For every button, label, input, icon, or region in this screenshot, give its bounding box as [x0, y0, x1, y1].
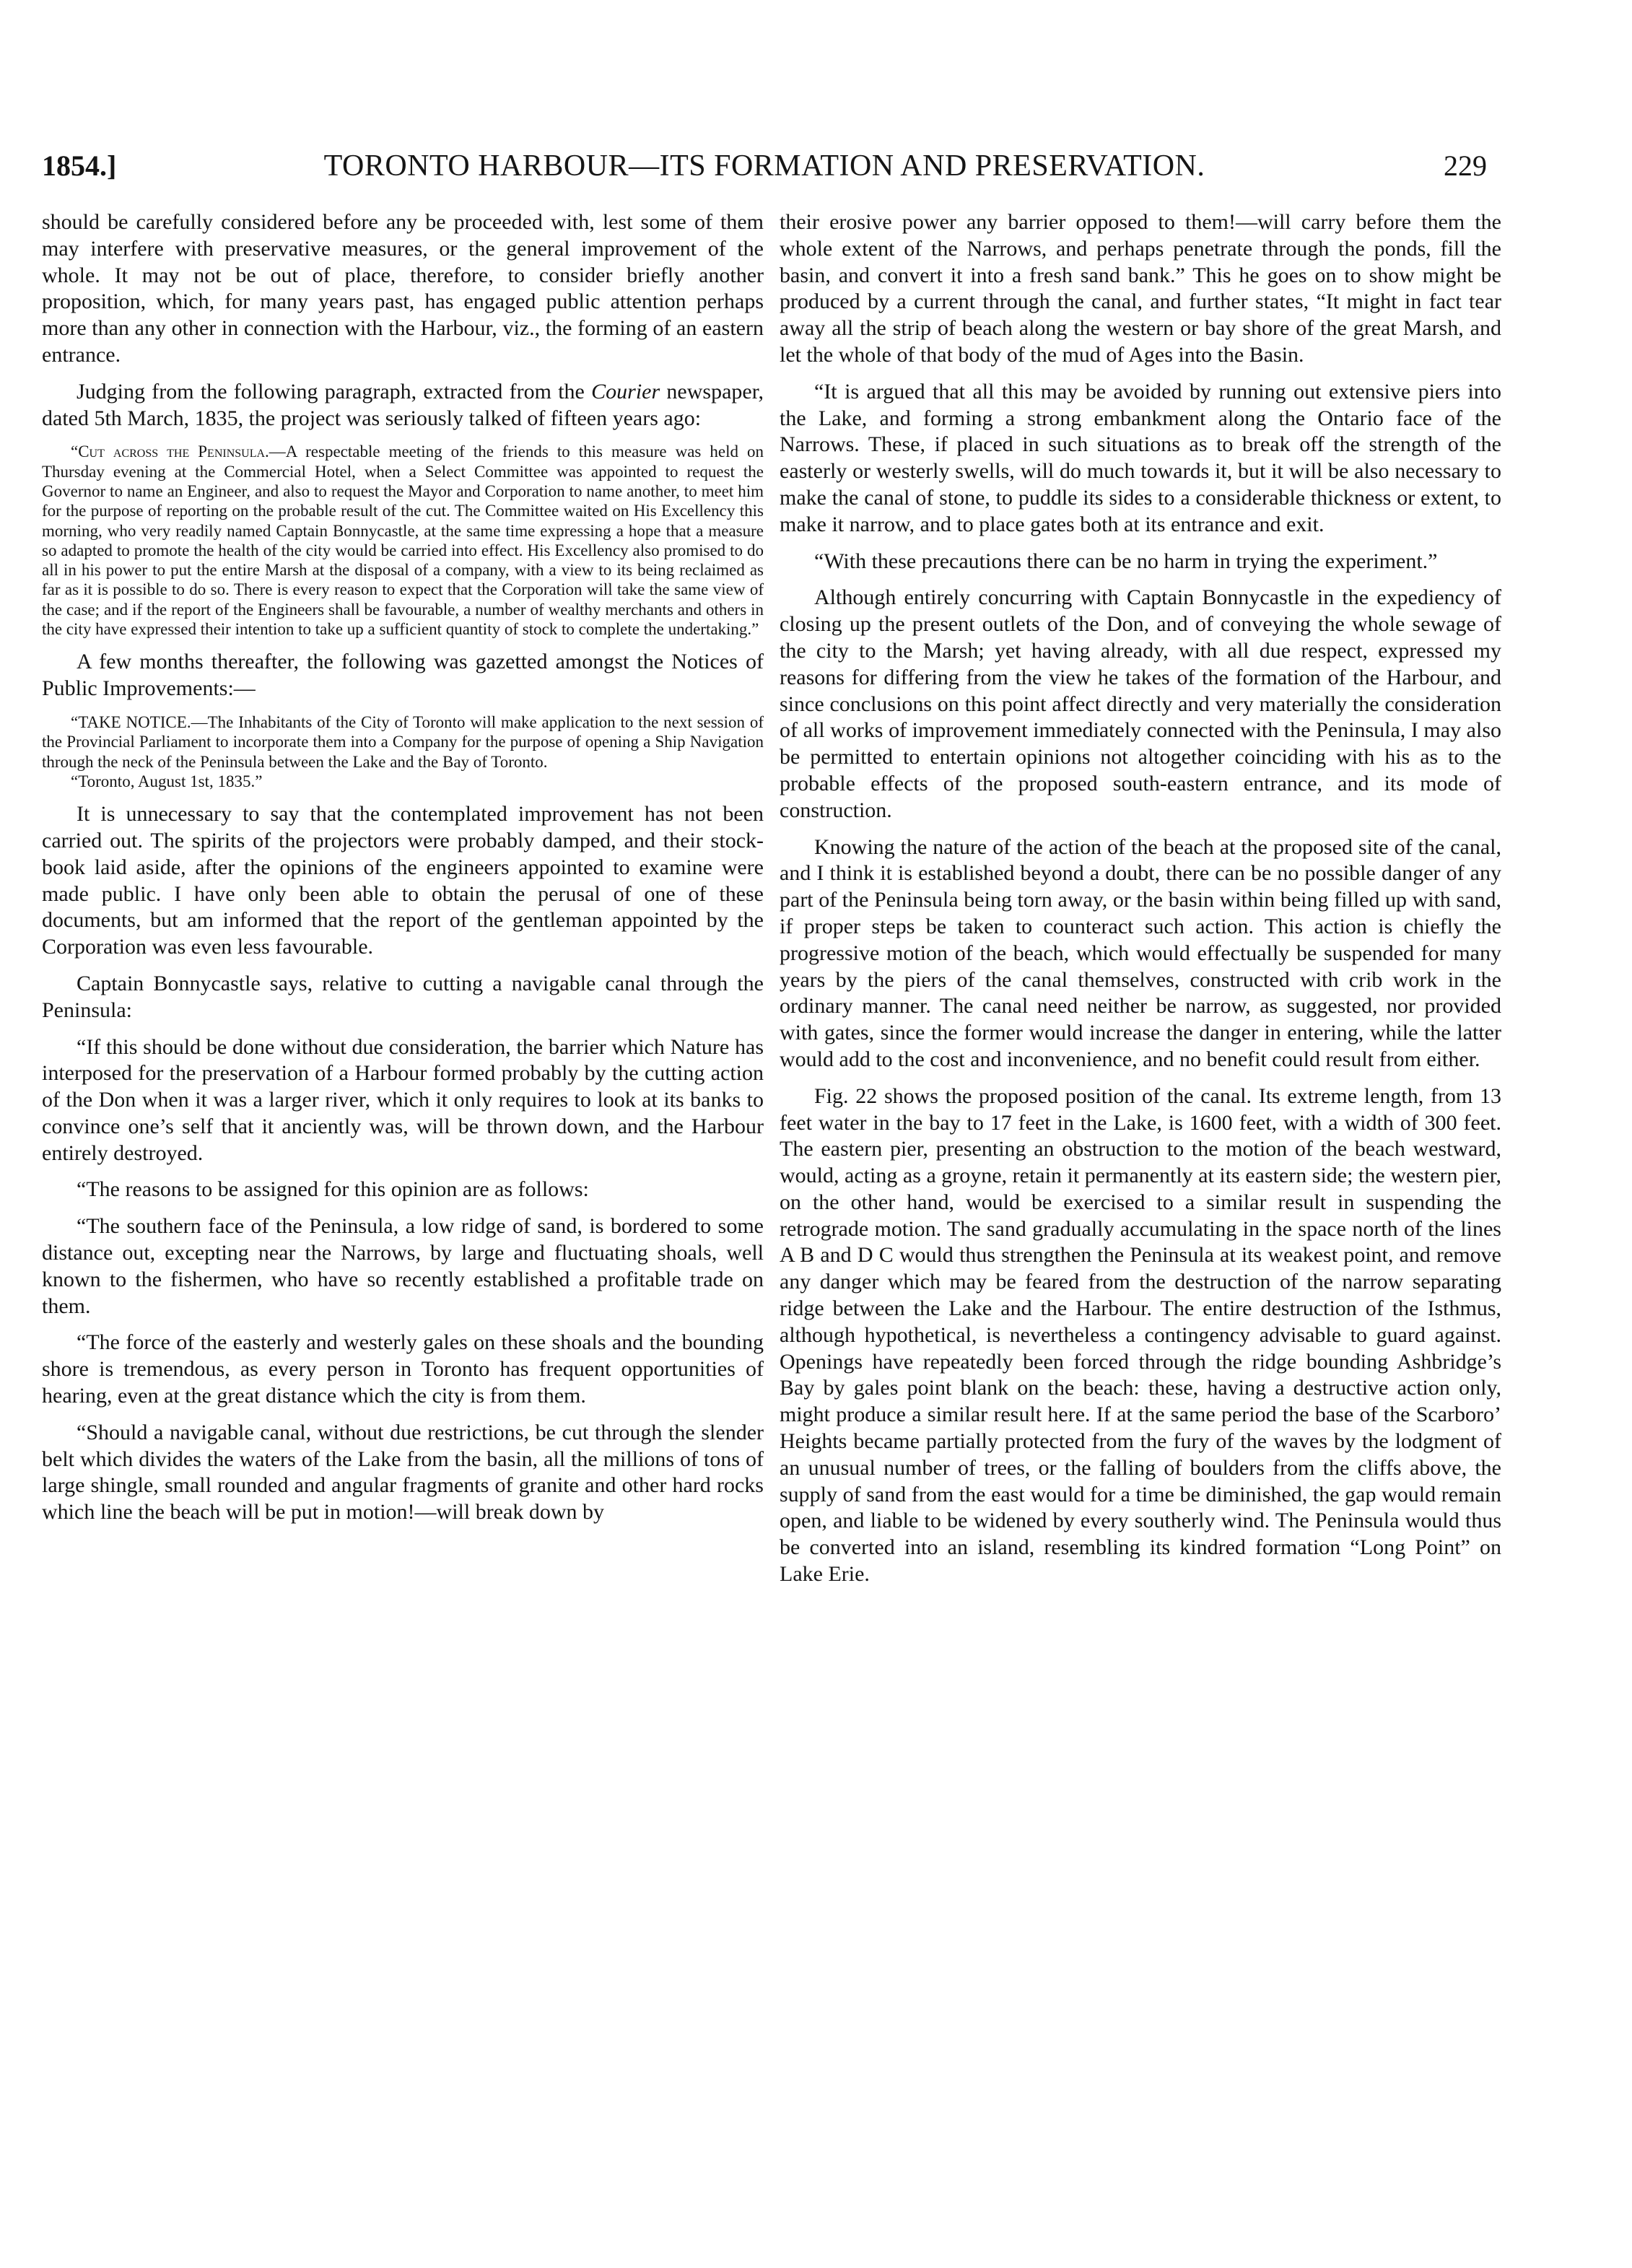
paragraph: “Should a navigable canal, without due restrictions, be cut through the slender belt which divides the waters of the Lake from the basin, all the millions of tons of large shingle, small rounded and angular fragments of granite and other hard rocks which line the beach will be put in motion!—will break down by	[42, 1420, 764, 1525]
left-column	[42, 209, 764, 1526]
paragraph: It is unnecessary to say that the contemplated improvement has not been carried out. The spirits of the projectors were probably damped, and their stock-book laid aside, after the opinions of the engineers appointed to examine were made public. I have only been able to obtain the perusal of one of these documents, but am informed that the report of the gentleman appointed by the Corporation was even less favourable.	[42, 802, 764, 959]
newspaper-name: Courier	[591, 379, 660, 404]
paragraph: “The force of the easterly and westerly gales on these shoals and the bounding shore is tremendous, as every person in Toronto has frequent opportunities of hearing, even at the great distance which the city is from them.	[42, 1330, 764, 1408]
paragraph: Although entirely concurring with Captain Bonnycastle in the expediency of closing up the present outlets of the Don, and of conveying the whole sewage of the city to the Marsh; yet having already, with all due respect, expressed my reasons for differing from the view he takes of the formation of the Harbour, and since conclusions on this point affect directly and very materially the consideration of all works of improvement immediately connected with the Peninsula, I may also be permitted to entertain opinions not altogether coinciding with his as to the probable effects of the proposed south-eastern entrance, and its mode of construction.	[780, 585, 1501, 822]
paragraph: A few months thereafter, the following was gazetted amongst the Notices of Public Improvements:—	[42, 650, 764, 701]
paragraph: “If this should be done without due consideration, the barrier which Nature has interposed for the preservation of a Harbour formed probably by the cutting action of the Don when it was a larger river, which it only requires to look at its banks to convince one’s self that it anciently was, will be thrown down, and the Harbour entirely destroyed.	[42, 1034, 764, 1165]
paragraph: “The reasons to be assigned for this opinion are as follows:	[77, 1177, 589, 1202]
paragraph: their erosive power any barrier opposed to them!—will carry before them the whole extent of the Narrows, and perhaps penetrate through the ponds, fill the basin, and convert it into a fresh sand bank.” This he goes on to show might be produced by a current through the canal, and further states, “It might in fact tear away all the strip of beach along the western or bay shore of the great Marsh, and let the whole of that body of the mud of Ages into the Basin.	[780, 210, 1501, 367]
paragraph	[42, 379, 764, 432]
paragraph: “The southern face of the Peninsula, a low ridge of sand, is bordered to some distance out, excepting near the Narrows, by large and fluctuating shoals, well known to the fishermen, who have so recently established a profitable trade on them.	[42, 1214, 764, 1318]
header-title: TORONTO HARBOUR—ITS FORMATION AND PRESERVATION.	[323, 149, 1205, 183]
block-quote: “TAKE NOTICE.—The Inhabitants of the City of Toronto will make application to the next session of the Provincial Parliament to incorporate them into a Company for the purpose of opening a Ship Navigation through the neck of the Peninsula between the Lake and the Bay of Toronto.	[42, 712, 764, 771]
quote-date: “Toronto, August 1st, 1835.”	[71, 772, 263, 790]
paragraph: should be carefully considered before any be proceeded with, lest some of them may interfere with preservative measures, or the general improvement of the whole. It may not be out of place, therefore, to consider briefly another proposition, which, for many years past, has engaged public attention perhaps more than any other in connection with the Harbour, viz., the forming of an eastern entrance.	[42, 210, 764, 367]
quote-text: —A respectable meeting of the friends to this measure was held on Thursday evening at the Commercial Hotel, when a Select Committee was appointed to request the Governor to name an Engineer, and also to request the Mayor and Corporation to name another, to meet him for the purpose of reporting on the probable result of the cut. The Committee waited on His Excellency this morning, who very readily named Captain Bonnycastle, at the same time expressing a hope that a measure so adapted to promote the health of the city would be carried into effect. His Excellency also promised to do all in his power to put the entire Marsh at the disposal of a company, with a view to its being reclaimed as far as it is possible to do so. There is every reason to expect that the Corporation will take the same view of the case; and if the report of the Engineers shall be favourable, a number of wealthy merchants and others in the city have expressed their intention to take up a sufficient quantity of stock to complete the undertaking.”	[42, 442, 764, 639]
quote-lead: “Cut across the Peninsula.	[71, 442, 269, 461]
header-year: 1854.]	[42, 149, 117, 182]
paragraph: Captain Bonnycastle says, relative to cutting a navigable canal through the Peninsula:	[42, 971, 764, 1022]
paragraph-text: Judging from the following paragraph, extracted from the	[77, 379, 592, 404]
paragraph: Fig. 22 shows the proposed position of the canal. Its extreme length, from 13 feet water in the bay to 17 feet in the Lake, is 1600 feet, with a width of 300 feet. The eastern pier, presenting an obstruction to the motion of the beach westward, would, acting as a groyne, retain it permanently at its eastern side; the western pier, on the other hand, would be exercised to a similar result in suspending the retrograde motion. The sand gradually accumulating in the space north of the lines A B and D C would thus strengthen the Peninsula at its weakest point, and remove any danger which may be feared from the destruction of the narrow separating ridge between the Lake and the Harbour. The entire destruction of the Isthmus, although hypothetical, is nevertheless a contingency advisable to guard against. Openings have repeatedly been forced through the ridge bounding Ashbridge’s Bay by gales point blank on the beach: these, having a destructive action only, might produce a similar result here. If at the same period the base of the Scarboro’ Heights became partially protected from the fury of the waves by the lodgment of an unusual number of trees, or the falling of boulders from the cliffs above, the supply of sand from the east would for a time be diminished, the gap would remain open, and liable to be widened by every southerly wind. The Peninsula would thus be converted into an island, resembling its kindred formation “Long Point” on Lake Erie.	[780, 1083, 1501, 1587]
right-column	[780, 209, 1501, 1588]
block-quote	[42, 442, 764, 639]
paragraph: “With these precautions there can be no harm in trying the experiment.”	[814, 549, 1438, 573]
paragraph: Knowing the nature of the action of the beach at the proposed site of the canal, and I think it is established beyond a doubt, there can be no possible danger of any part of the Peninsula being torn away, or the basin within being filled up with sand, if proper steps be taken to counteract such action. This action is chiefly the progressive motion of the beach, which would effectually be suspended for many years by the piers of the canal themselves, constructed with crib work in the ordinary manner. The canal need neither be narrow, as suggested, nor provided with gates, since the former would increase the danger in entering, while the latter would add to the cost and inconvenience, and no benefit could result from either.	[780, 834, 1501, 1071]
running-header	[42, 149, 1487, 183]
paragraph-text: newspaper, dated 5th March, 1835, the project was seriously talked of fifteen years ago:	[42, 379, 764, 430]
paragraph: “It is argued that all this may be avoided by running out extensive piers into the Lake, and forming a strong embankment along the Ontario face of the Narrows. These, if placed in such situations as to break off the strength of the easterly or westerly swells, will do much towards it, but it will be also necessary to make the canal of stone, to puddle its sides to a considerable thickness or extent, to make it narrow, and to place gates both at its entrance and exit.	[780, 379, 1501, 536]
page-number: 229	[1444, 149, 1487, 182]
